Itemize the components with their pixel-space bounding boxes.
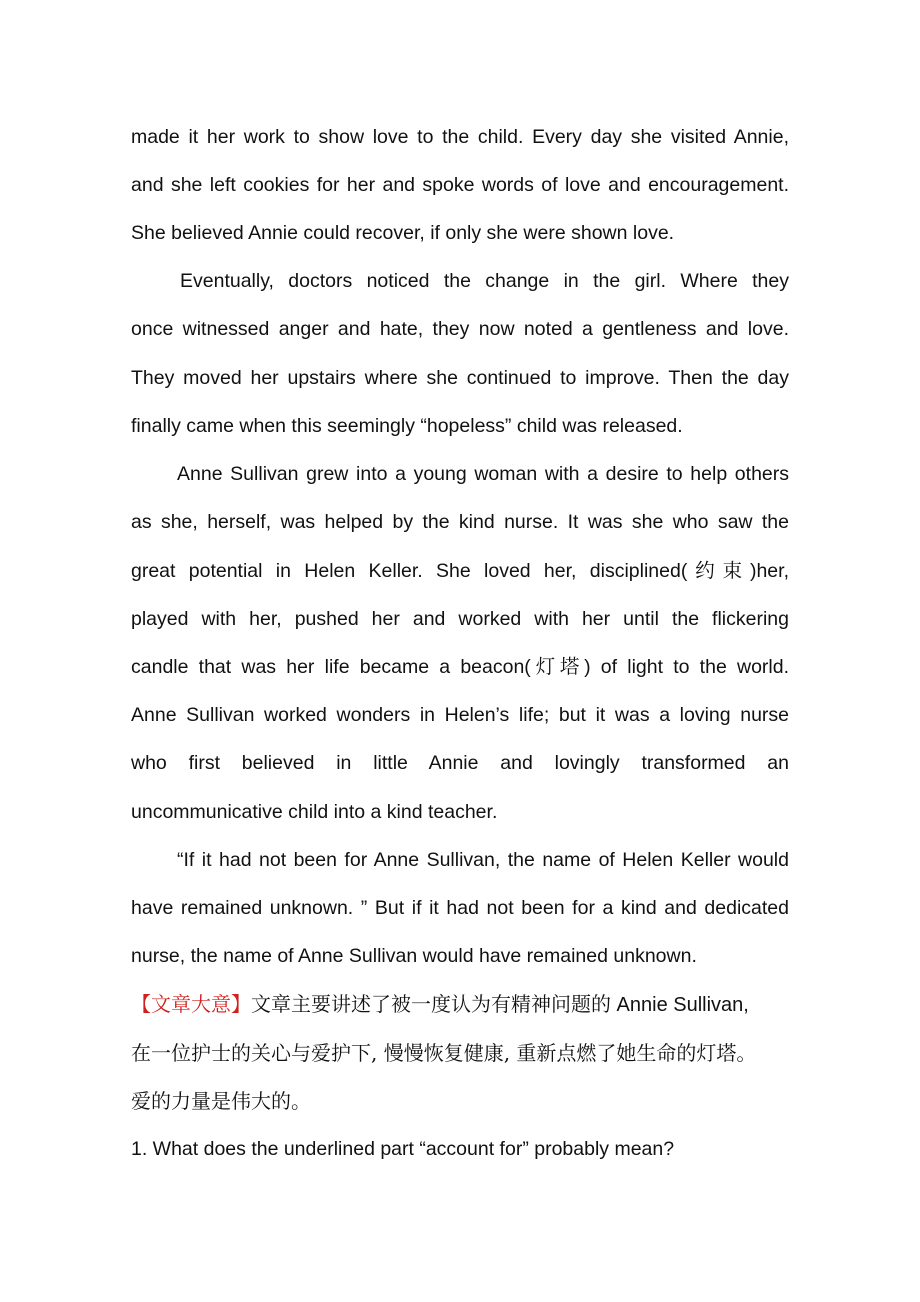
passage-line: “If it had not been for Anne Sullivan, the name of Helen Keller would (177, 849, 789, 871)
passage-line: Eventually, doctors noticed the change in the girl. Where they (180, 270, 789, 292)
passage-line: and she left cookies for her and spoke words of love and encouragement. (131, 174, 789, 196)
passage-line: once witnessed anger and hate, they now noted a gentleness and love. (131, 318, 789, 340)
summary-line-2: 在一位护士的关心与爱护下, 慢慢恢复健康, 重新点燃了她生命的灯塔。 (131, 1041, 757, 1065)
passage-line: great potential in Helen Keller. She loved her, disciplined(约束)her, (131, 560, 789, 582)
passage-line: played with her, pushed her and worked with her until the flickering (131, 608, 789, 630)
summary-line-3: 爱的力量是伟大的。 (131, 1089, 311, 1113)
passage-line: Anne Sullivan grew into a young woman with a desire to help others (177, 463, 789, 485)
summary-label: 【文章大意】 (131, 992, 251, 1016)
passage-line: She believed Annie could recover, if only she were shown love. (131, 222, 675, 244)
passage-line: made it her work to show love to the child. Every day she visited Annie, (131, 126, 789, 148)
passage-line: Anne Sullivan worked wonders in Helen’s life; but it was a loving nurse (131, 704, 789, 726)
summary-text: 文章主要讲述了被一度认为有精神问题的 (251, 992, 611, 1016)
passage-line: have remained unknown. ” But if it had not been for a kind and dedicated (131, 897, 789, 919)
passage-line: as she, herself, was helped by the kind nurse. It was she who saw the (131, 511, 789, 533)
summary-name: Annie Sullivan, (611, 994, 749, 1016)
passage-line: They moved her upstairs where she continued to improve. Then the day (131, 367, 789, 389)
passage-line: uncommunicative child into a kind teacher. (131, 801, 498, 823)
question-text: 1. What does the underlined part “account for” probably mean? (131, 1138, 675, 1160)
passage-line: candle that was her life became a beacon(灯塔) of light to the world. (131, 656, 789, 678)
passage-line: finally came when this seemingly “hopeless” child was released. (131, 415, 683, 437)
passage-line: nurse, the name of Anne Sullivan would have remained unknown. (131, 945, 697, 967)
passage-line: who first believed in little Annie and lovingly transformed an (131, 752, 789, 774)
summary-line-1 (131, 990, 811, 1019)
